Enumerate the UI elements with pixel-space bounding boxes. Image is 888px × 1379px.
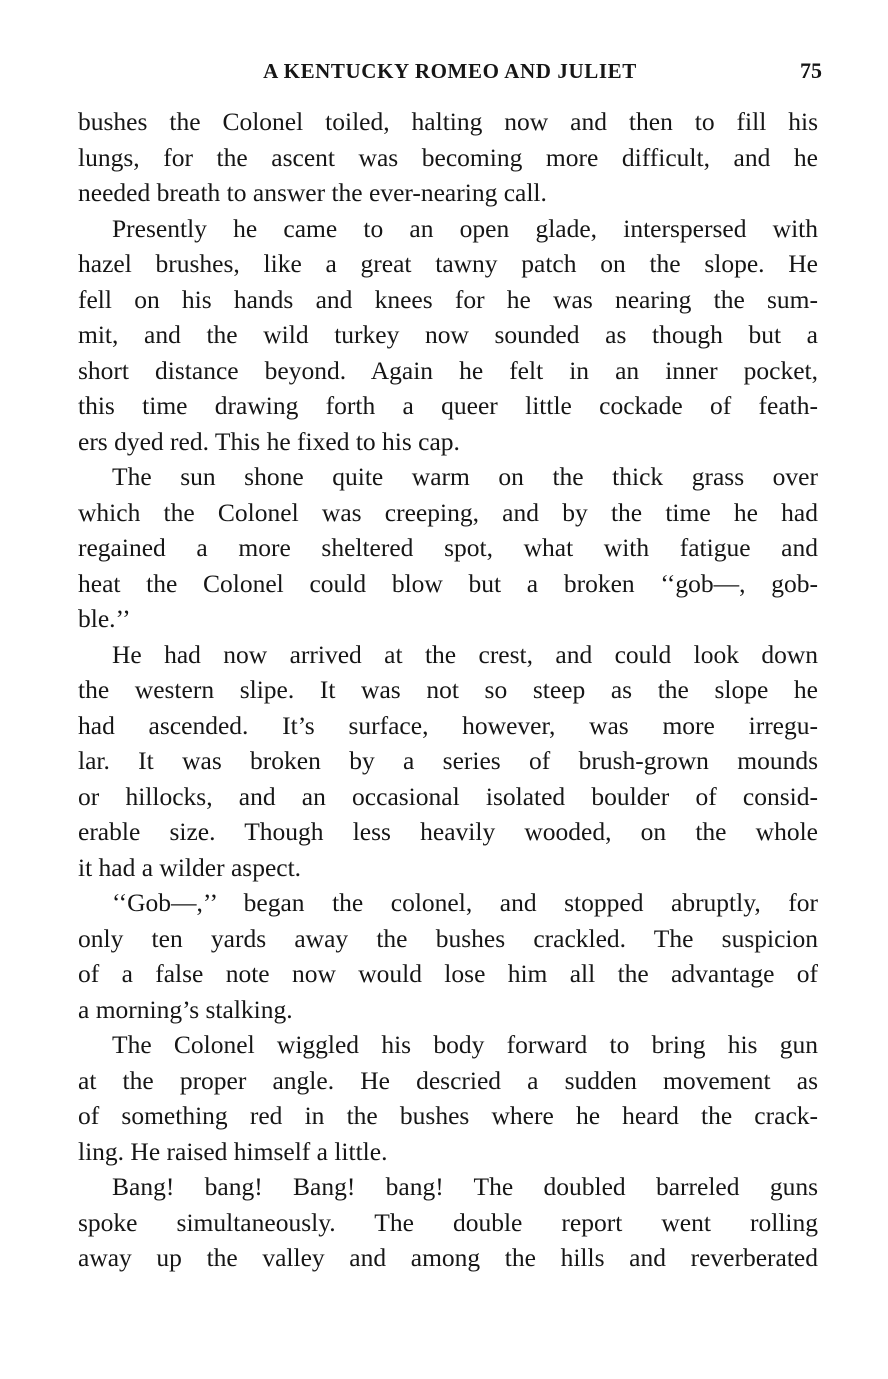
text-line: ble.’’ bbox=[78, 604, 131, 633]
text-line: The sun shone quite warm on the thick grass over bbox=[112, 462, 818, 491]
text-line: ling. He raised himself a little. bbox=[78, 1136, 388, 1166]
paragraph bbox=[78, 1169, 818, 1276]
page-number: 75 bbox=[800, 58, 822, 83]
text-line: the western slipe. It was not so steep as the slope he bbox=[78, 675, 818, 704]
text-line: regained a more sheltered spot, what with fatigue and bbox=[78, 533, 818, 562]
text-line: a morning’s stalking. bbox=[78, 994, 293, 1024]
running-head bbox=[78, 56, 822, 86]
text-line: needed breath to answer the ever-nearing call. bbox=[78, 178, 547, 207]
text-line: of something red in the bushes where he heard the crack- bbox=[78, 1101, 818, 1130]
text-line: ‘‘Gob—,’’ began the colonel, and stopped abruptly, for bbox=[112, 888, 818, 917]
text-line: which the Colonel was creeping, and by the time he had bbox=[78, 497, 818, 527]
text-line: away up the valley and among the hills and reverberated bbox=[78, 1243, 818, 1272]
paragraph bbox=[78, 885, 818, 1027]
text-line: hazel brushes, like a great tawny patch on the slope. He bbox=[78, 249, 818, 278]
text-line: spoke simultaneously. The double report went rolling bbox=[78, 1207, 818, 1237]
text-line: this time drawing forth a queer little cockade of feath- bbox=[78, 391, 818, 420]
running-title: A KENTUCKY ROMEO AND JULIET bbox=[263, 59, 637, 83]
text-line: at the proper angle. He descried a sudden movement as bbox=[78, 1065, 818, 1095]
text-line: lungs, for the ascent was becoming more difficult, and he bbox=[78, 142, 818, 172]
text-line: mit, and the wild turkey now sounded as though but a bbox=[78, 320, 818, 349]
body-text bbox=[78, 104, 818, 1276]
text-line: had ascended. It’s surface, however, was more irregu- bbox=[78, 710, 818, 740]
text-line: or hillocks, and an occasional isolated boulder of consid- bbox=[78, 781, 818, 811]
text-line: erable size. Though less heavily wooded, on the whole bbox=[78, 817, 818, 846]
text-line: ers dyed red. This he fixed to his cap. bbox=[78, 426, 460, 456]
paragraph bbox=[78, 459, 818, 637]
text-line: short distance beyond. Again he felt in an inner pocket, bbox=[78, 355, 818, 385]
paragraph bbox=[78, 1027, 818, 1169]
text-line: it had a wilder aspect. bbox=[78, 852, 302, 882]
text-line: fell on his hands and knees for he was nearing the sum- bbox=[78, 284, 818, 314]
paragraph bbox=[78, 104, 818, 211]
text-line: He had now arrived at the crest, and could look down bbox=[112, 639, 818, 669]
text-line: The Colonel wiggled his body forward to bring his gun bbox=[112, 1030, 818, 1059]
text-line: only ten yards away the bushes crackled. The suspicion bbox=[78, 923, 818, 953]
text-line: bushes the Colonel toiled, halting now and then to fill his bbox=[78, 107, 818, 136]
text-line: heat the Colonel could blow but a broken ‘‘gob—, gob- bbox=[78, 568, 818, 598]
text-line: Bang! bang! Bang! bang! The doubled barreled guns bbox=[112, 1172, 818, 1201]
text-line: Presently he came to an open glade, interspersed with bbox=[112, 213, 818, 243]
paragraph bbox=[78, 637, 818, 886]
text-line: lar. It was broken by a series of brush-grown mounds bbox=[78, 746, 818, 775]
paragraph bbox=[78, 211, 818, 460]
text-line: of a false note now would lose him all the advantage of bbox=[78, 959, 818, 988]
